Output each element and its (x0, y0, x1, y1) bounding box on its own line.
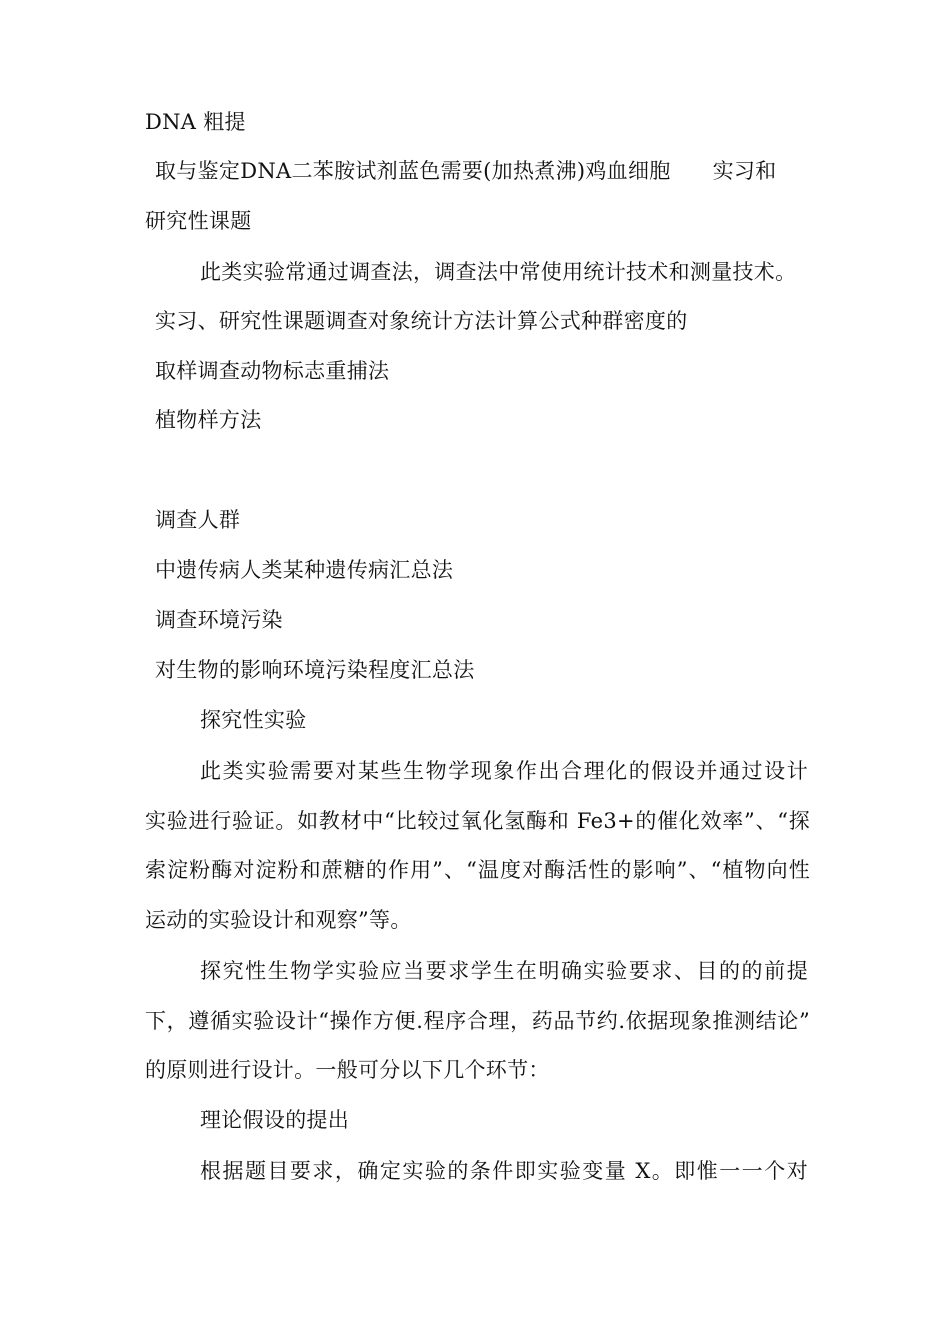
text-line (155, 157, 820, 185)
text-line: 根据题目要求，确定实验的条件即实验变量 X。即惟一一个对 (200, 1159, 808, 1183)
text-line: 下，遵循实验设计“操作方便.程序合理，药品节约.依据现象推测结论” (145, 1009, 810, 1033)
section-heading: 探究性实验 (200, 708, 307, 732)
text-line: 对生物的影响环境污染程度汇总法 (155, 658, 475, 682)
section-heading: 理论假设的提出 (200, 1108, 350, 1132)
text-line: 实习、研究性课题调查对象统计方法计算公式种群密度的 (155, 309, 688, 333)
text-line: 植物样方法 (155, 408, 262, 432)
text-line: DNA 粗提 (145, 110, 246, 134)
text-line: 此类实验常通过调查法，调查法中常使用统计技术和测量技术。 (200, 260, 797, 284)
text-line: 此类实验需要对某些生物学现象作出合理化的假设并通过设计 (200, 759, 808, 783)
text-line: 取样调查动物标志重捕法 (155, 359, 390, 383)
text-line: 索淀粉酶对淀粉和蔗糖的作用”、“温度对酶活性的影响”、“植物向性 (145, 858, 810, 882)
text-line: 中遗传病人类某种遗传病汇总法 (155, 558, 454, 582)
text-line: 调查人群 (155, 508, 241, 532)
text-line: 调查环境污染 (155, 608, 283, 632)
text-segment: 实习和 (712, 159, 777, 183)
text-line: 研究性课题 (145, 209, 252, 233)
text-line: 探究性生物学实验应当要求学生在明确实验要求、目的的前提 (200, 959, 808, 983)
text-line: 的原则进行设计。一般可分以下几个环节： (145, 1058, 550, 1082)
text-line: 运动的实验设计和观察”等。 (145, 908, 412, 932)
text-line: 实验进行验证。如教材中“比较过氧化氢酶和 Fe3+的催化效率”、“探 (145, 809, 810, 833)
text-segment: 取与鉴定DNA二苯胺试剂蓝色需要(加热煮沸)鸡血细胞 (155, 159, 671, 183)
